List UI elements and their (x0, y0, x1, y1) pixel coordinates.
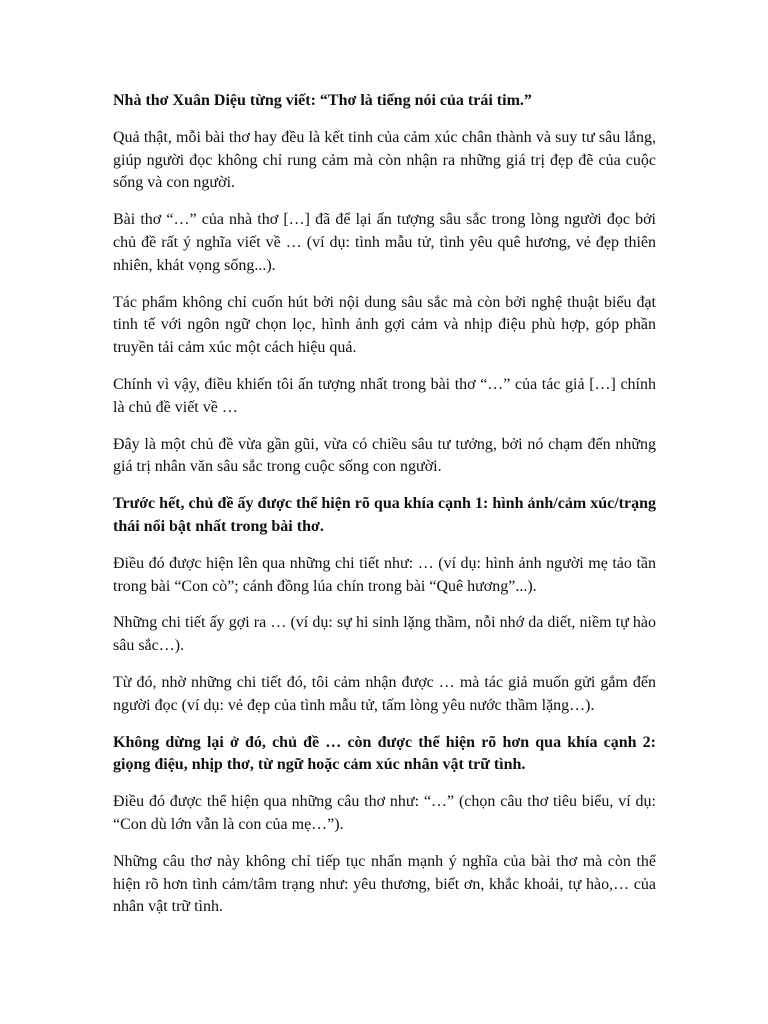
paragraph: Bài thơ “…” của nhà thơ […] đã để lại ấn tượng sâu sắc trong lòng người đọc bởi chủ đề rất ý nghĩa viết về … (ví dụ: tình mẫu tử, tình yêu quê hương, vẻ đẹp thiên nhiên, khát vọng sống...). (113, 211, 656, 274)
paragraph: Những câu thơ này không chỉ tiếp tục nhấn mạnh ý nghĩa của bài thơ mà còn thể hiện rõ hơn tình cảm/tâm trạng như: yêu thương, biết ơn, khắc khoải, tự hào,… của nhân vật trữ tình. (113, 852, 656, 916)
paragraph: Điều đó được thể hiện qua những câu thơ như: “…” (chọn câu thơ tiêu biểu, ví dụ: “Con dù lớn vẫn là con của mẹ…”). (113, 793, 656, 833)
paragraph: Quả thật, mỗi bài thơ hay đều là kết tinh của cảm xúc chân thành và suy tư sâu lắng, giúp người đọc không chỉ rung cảm mà còn nhận ra những giá trị đẹp đẽ của cuộc sống và con người. (113, 128, 656, 192)
paragraph: Những chi tiết ấy gợi ra … (ví dụ: sự hi sinh lặng thầm, nỗi nhớ da diết, niềm tự hào sâu sắc…). (113, 614, 656, 655)
paragraph: Từ đó, nhờ những chi tiết đó, tôi cảm nhận được … mà tác giả muốn gửi gắm đến người đọc (ví dụ: vẻ đẹp của tình mẫu tử, tấm lòng yêu nước thầm lặng…). (113, 673, 656, 714)
section-heading-1: Trước hết, chủ đề ấy được thể hiện rõ qua khía cạnh 1: hình ảnh/cảm xúc/trạng thái nổi bật nhất trong bài thơ. (113, 495, 656, 535)
paragraph: Chính vì vậy, điều khiến tôi ấn tượng nhất trong bài thơ “…” của tác giả […] chính là chủ đề viết về … (113, 375, 656, 416)
opening-quote: Nhà thơ Xuân Diệu từng viết: “Thơ là tiếng nói của trái tim.” (113, 92, 532, 109)
paragraph: Đây là một chủ đề vừa gần gũi, vừa có chiều sâu tư tưởng, bởi nó chạm đến những giá trị nhân văn sâu sắc trong cuộc sống con người. (113, 435, 656, 476)
paragraph: Tác phẩm không chỉ cuốn hút bởi nội dung sâu sắc mà còn bởi nghệ thuật biểu đạt tinh tế với ngôn ngữ chọn lọc, hình ảnh gợi cảm và nhịp điệu phù hợp, góp phần truyền tải cảm xúc một cách hiệu quả. (113, 293, 656, 357)
section-heading-2: Không dừng lại ở đó, chủ đề … còn được thể hiện rõ hơn qua khía cạnh 2: giọng điệu, nhịp thơ, từ ngữ hoặc cảm xúc nhân vật trữ tình. (113, 733, 656, 774)
document-page (113, 90, 656, 933)
paragraph: Điều đó được hiện lên qua những chi tiết như: … (ví dụ: hình ảnh người mẹ tảo tần trong bài “Con cò”; cánh đồng lúa chín trong bài “Quê hương”...). (113, 554, 656, 595)
